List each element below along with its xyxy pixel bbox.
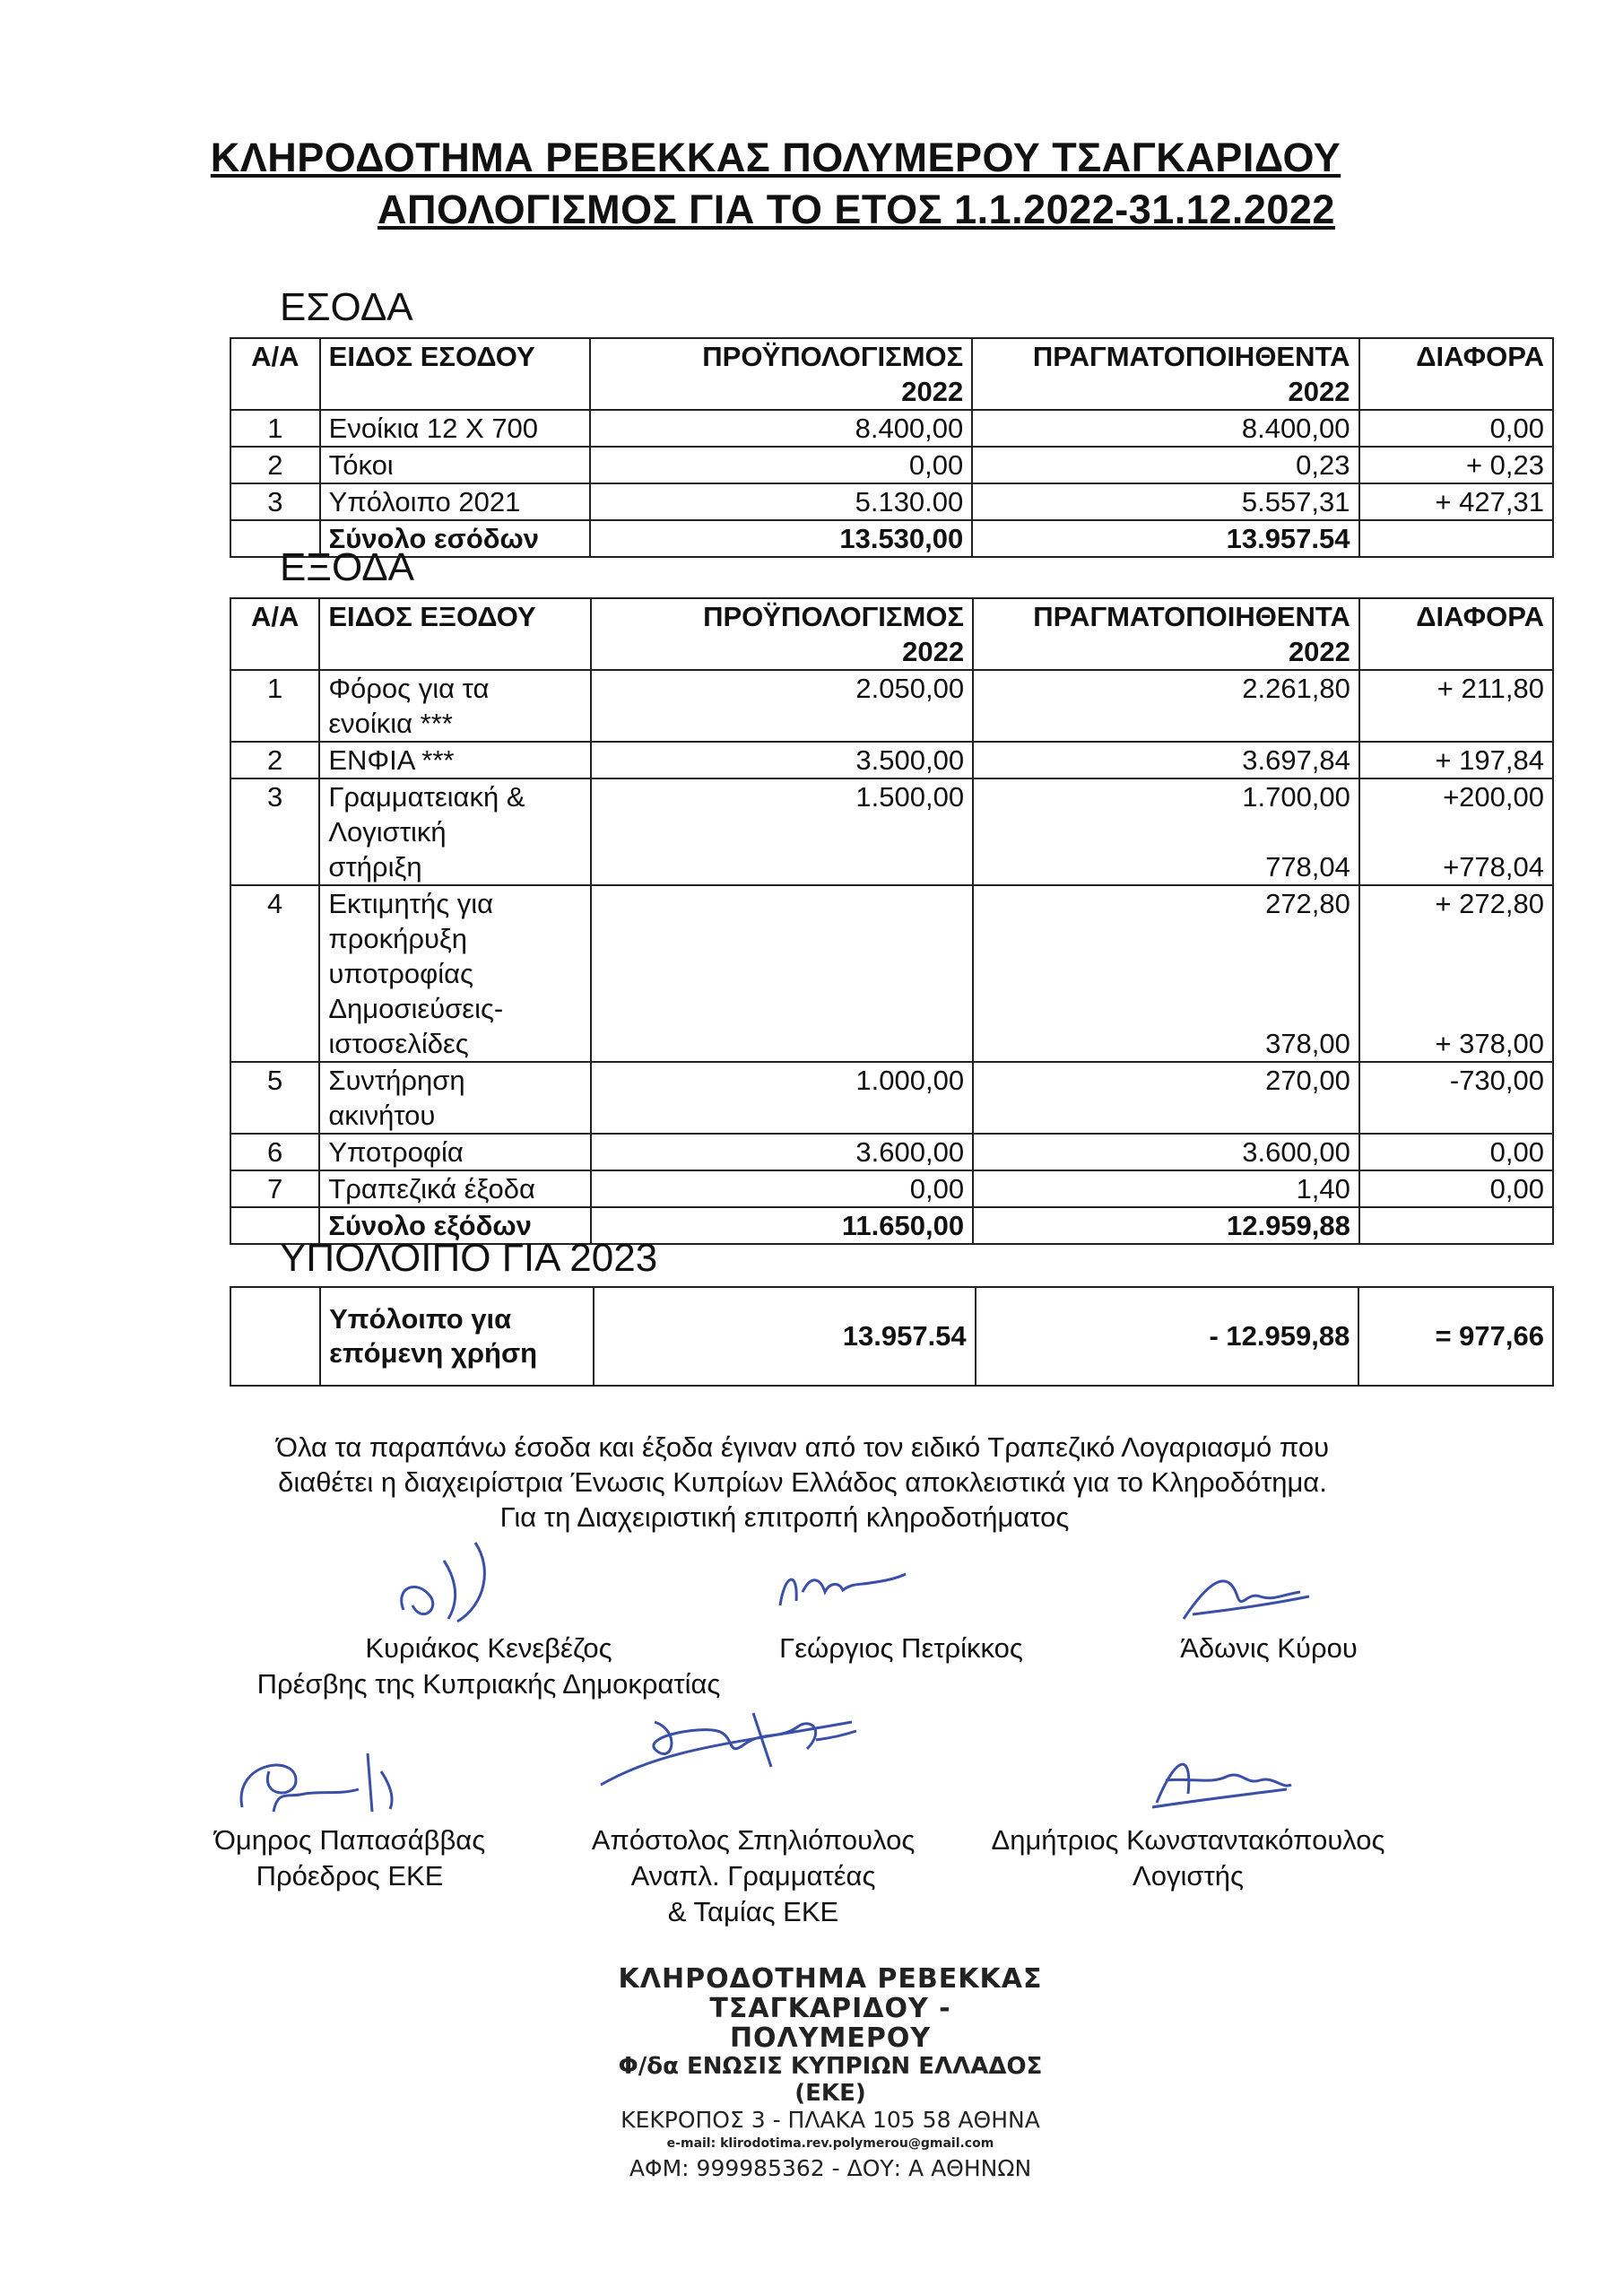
table-header-row [230, 598, 1553, 670]
signature-petrikkos-icon [771, 1556, 915, 1619]
cell-type: Τραπεζικά έξοδα [319, 1170, 591, 1207]
expense-table [230, 597, 1554, 1245]
signature-kyrou-icon [1175, 1561, 1318, 1632]
total-label: Σύνολο εξόδων [319, 1207, 591, 1244]
table-row [230, 1134, 1553, 1170]
signatory-name: Δημήτριος Κωνσταντακόπουλος [991, 1824, 1385, 1856]
cell-realized: 8.400,00 [972, 410, 1358, 447]
cell-aa: 6 [230, 1134, 319, 1170]
cell-realized: 1,40 [973, 1170, 1359, 1207]
cell-realized: 3.600,00 [973, 1134, 1359, 1170]
cell-budget: 3.500,00 [591, 742, 973, 778]
total-realized: 12.959,88 [973, 1207, 1359, 1244]
table-row [230, 885, 1553, 1062]
col-type: ΕΙΔΟΣ ΕΣΟΔΟΥ [320, 338, 590, 410]
col-diff: ΔΙΑΦΟΡΑ [1359, 598, 1553, 670]
cell-diff: + 427,31 [1359, 483, 1553, 520]
signatory-name: Άδωνις Κύρου [1180, 1632, 1358, 1664]
col-diff: ΔΙΑΦΟΡΑ [1359, 338, 1553, 410]
col-budget: ΠΡΟΫΠΟΛΟΓΙΣΜΟΣ 2022 [591, 598, 973, 670]
cell-type: ΕΝΦΙΑ *** [319, 742, 591, 778]
organization-stamp [606, 1964, 1055, 2184]
total-budget: 11.650,00 [591, 1207, 973, 1244]
cell-diff: + 272,80 + 378,00 [1359, 885, 1553, 1062]
col-aa: Α/Α [230, 598, 319, 670]
cell-realized: 5.557,31 [972, 483, 1358, 520]
table-row [230, 1170, 1553, 1207]
cell-type: Συντήρηση ακινήτου [319, 1062, 591, 1134]
cell-realized: 3.697,84 [973, 742, 1359, 778]
table-row [230, 483, 1553, 520]
total-budget: 13.530,00 [590, 520, 973, 557]
cell-type: Ενοίκια 12 Χ 700 [320, 410, 590, 447]
signature-kenevezos-icon [377, 1525, 574, 1632]
income-table [230, 337, 1554, 558]
stamp-email: e-mail: klirodotima.rev.polymerou@gmail.com [666, 2136, 994, 2151]
cell-budget: 5.130.00 [590, 483, 973, 520]
cell-aa: 1 [230, 670, 319, 742]
signature-papasavvas-icon [224, 1735, 404, 1825]
balance-expense: - 12.959,88 [976, 1287, 1359, 1386]
cell-realized: 0,23 [972, 447, 1358, 483]
document-title: ΚΛΗΡΟΔΟΤΗΜΑ ΡΕΒΕΚΚΑΣ ΠΟΛΥΜΕΡΟΥ ΤΣΑΓΚΑΡΙΔΟΥ [210, 135, 1341, 180]
cell-aa: 7 [230, 1170, 319, 1207]
balance-income: 13.957.54 [594, 1287, 976, 1386]
cell-diff: + 197,84 [1359, 742, 1553, 778]
cell-budget: 1.500,00 [591, 778, 973, 885]
signatory-spiliopoulos [556, 1822, 950, 1930]
col-type: ΕΙΔΟΣ ΕΞΟΔΟΥ [319, 598, 591, 670]
cell-budget: 2.050,00 [591, 670, 973, 742]
col-realized: ΠΡΑΓΜΑΤΟΠΟΙΗΘΕΝΤΑ 2022 [973, 598, 1359, 670]
cell-aa: 4 [230, 885, 319, 1062]
signatory-role: Αναπλ. Γραμματέας [630, 1860, 876, 1892]
total-label: Σύνολο εσόδων [320, 520, 590, 557]
table-row [230, 778, 1553, 885]
table-row [230, 742, 1553, 778]
cell-budget: 8.400,00 [590, 410, 973, 447]
cell-diff: + 211,80 [1359, 670, 1553, 742]
income-heading: ΕΣΟΔΑ [280, 285, 413, 329]
stamp-line-1: ΚΛΗΡΟΔΟΤΗΜΑ ΡΕΒΕΚΚΑΣ [618, 1963, 1043, 1995]
stamp-line-4: ΚΕΚΡΟΠΟΣ 3 - ΠΛΑΚΑ 105 58 ΑΘΗΝΑ [621, 2107, 1040, 2133]
cell-budget: 1.000,00 [591, 1062, 973, 1134]
note-line-3: Για τη Διαχειριστική επιτροπή κληροδοτήματος [499, 1501, 1070, 1533]
cell-aa: 1 [230, 410, 320, 447]
total-realized: 13.957.54 [972, 520, 1358, 557]
cell-budget: 0,00 [591, 1170, 973, 1207]
table-header-row [230, 338, 1553, 410]
note-line-1: Όλα τα παραπάνω έσοδα και έξοδα έγιναν από τον ειδικό Τραπεζικό Λογαριασμό που [275, 1431, 1330, 1463]
stamp-line-3: Φ/δα ΕΝΩΣΙΣ ΚΥΠΡΙΩΝ ΕΛΛΑΔΟΣ (ΕΚΕ) [618, 2053, 1043, 2107]
col-budget: ΠΡΟΫΠΟΛΟΓΙΣΜΟΣ 2022 [590, 338, 973, 410]
signature-konstantakopoulos-icon [1139, 1740, 1300, 1821]
balance-row [230, 1287, 1553, 1386]
cell-type: Τόκοι [320, 447, 590, 483]
signatory-papasavvas [188, 1822, 511, 1894]
balance-table [230, 1286, 1554, 1387]
balance-heading: ΥΠΟΛΟΙΠΟ ΓΙΑ 2023 [280, 1236, 658, 1280]
signatory-role: Πρέσβης της Κυπριακής Δημοκρατίας [256, 1668, 721, 1700]
signatory-konstantakopoulos [955, 1822, 1421, 1894]
balance-label: Υπόλοιπο για επόμενη χρήση [320, 1287, 594, 1386]
cell-type: Υποτροφία [319, 1134, 591, 1170]
signatory-name: Γεώργιος Πετρίκκος [779, 1632, 1023, 1664]
balance-result: = 977,66 [1358, 1287, 1553, 1386]
cell-diff: 0,00 [1359, 1170, 1553, 1207]
cell-diff: +200,00 +778,04 [1359, 778, 1553, 885]
cell-realized: 1.700,00 778,04 [973, 778, 1359, 885]
expense-heading: ΕΞΟΔΑ [280, 545, 414, 589]
cell-aa: 3 [230, 778, 319, 885]
table-row [230, 670, 1553, 742]
cell-type: Εκτιμητής για προκήρυξη υποτροφίας Δημοσιεύσεις- ιστοσελίδες [319, 885, 591, 1062]
cell-budget [591, 885, 973, 1062]
signatory-name: Κυριάκος Κενεβέζος [365, 1632, 612, 1664]
col-aa: Α/Α [230, 338, 320, 410]
note-line-2: διαθέτει η διαχειρίστρια Ένωσις Κυπρίων Ελλάδος αποκλειστικά για το Κληροδότημα. [278, 1466, 1327, 1498]
cell-type: Φόρος για τα ενοίκια *** [319, 670, 591, 742]
signatory-role-2: & Ταμίας ΕΚΕ [667, 1896, 839, 1927]
cell-aa: 3 [230, 483, 320, 520]
cell-type: Υπόλοιπο 2021 [320, 483, 590, 520]
cell-aa: 2 [230, 447, 320, 483]
signatory-role: Πρόεδρος ΕΚΕ [256, 1860, 444, 1892]
stamp-line-6: ΑΦΜ: 999985362 - ΔΟΥ: Α ΑΘΗΝΩΝ [629, 2155, 1032, 2181]
table-row [230, 447, 1553, 483]
table-row [230, 410, 1553, 447]
table-row [230, 1062, 1553, 1134]
signature-spiliopoulos-icon [592, 1695, 861, 1803]
cell-diff: 0,00 [1359, 1134, 1553, 1170]
income-total-row [230, 520, 1553, 557]
cell-realized: 270,00 [973, 1062, 1359, 1134]
cell-realized: 2.261,80 [973, 670, 1359, 742]
signatory-name: Απόστολος Σπηλιόπουλος [591, 1824, 916, 1856]
stamp-line-2: ΤΣΑΓΚΑΡΙΔΟΥ - ΠΟΛΥΜΕΡΟΥ [709, 1993, 951, 2054]
signatory-role: Λογιστής [1133, 1860, 1244, 1892]
cell-realized: 272,80 378,00 [973, 885, 1359, 1062]
col-realized: ΠΡΑΓΜΑΤΟΠΟΙΗΘΕΝΤΑ 2022 [972, 338, 1358, 410]
signatory-kyrou [1121, 1631, 1417, 1666]
cell-budget: 0,00 [590, 447, 973, 483]
signatory-kenevezos [233, 1631, 744, 1702]
document-subtitle: ΑΠΟΛΟΓΙΣΜΟΣ ΓΙΑ ΤΟ ΕΤΟΣ 1.1.2022-31.12.2022 [378, 187, 1335, 232]
cell-diff: 0,00 [1359, 410, 1553, 447]
signatory-petrikkos [753, 1631, 1049, 1666]
cell-diff: + 0,23 [1359, 447, 1553, 483]
cell-budget: 3.600,00 [591, 1134, 973, 1170]
cell-type: Γραμματειακή & Λογιστική στήριξη [319, 778, 591, 885]
cell-aa: 5 [230, 1062, 319, 1134]
signatory-name: Όμηρος Παπασάββας [213, 1824, 486, 1856]
cell-aa: 2 [230, 742, 319, 778]
cell-diff: -730,00 [1359, 1062, 1553, 1134]
